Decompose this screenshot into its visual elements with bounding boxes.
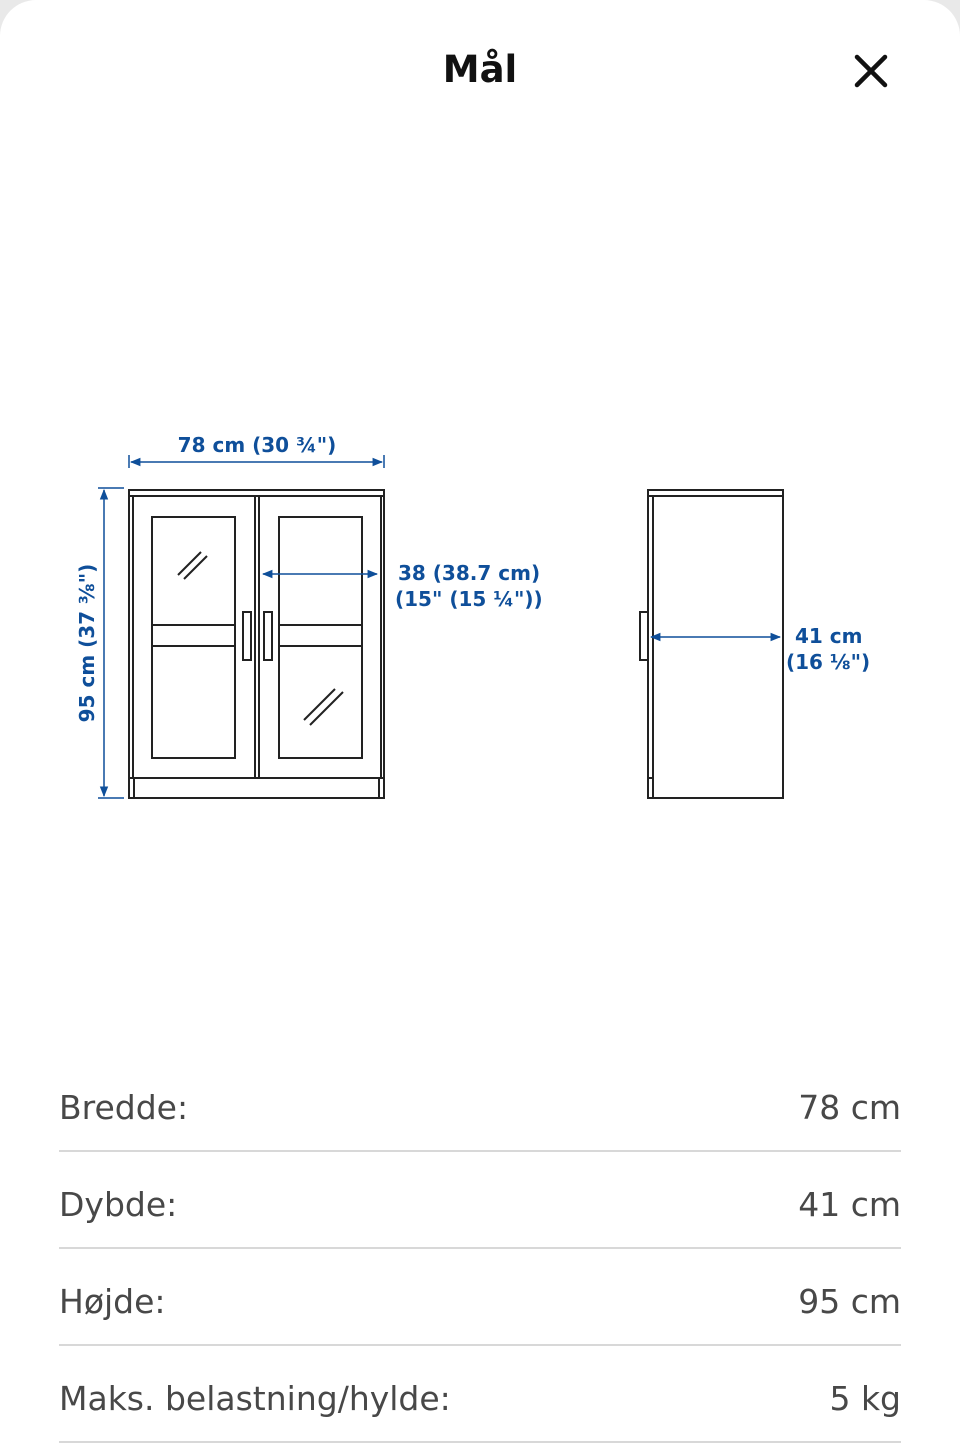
spec-row-depth — [59, 1152, 901, 1249]
width-dimension — [129, 433, 384, 468]
dimension-specs-list — [59, 1055, 901, 1443]
spec-value: 41 cm — [798, 1185, 901, 1224]
close-icon — [840, 40, 902, 102]
spec-label: Dybde: — [59, 1185, 178, 1224]
spec-value: 78 cm — [798, 1088, 901, 1127]
spec-value: 5 kg — [829, 1379, 901, 1418]
front-view-cabinet — [129, 490, 384, 798]
spec-row-max-load — [59, 1346, 901, 1443]
spec-value: 95 cm — [798, 1282, 901, 1321]
side-view-cabinet — [640, 490, 783, 798]
depth-label-line1: 41 cm — [795, 624, 863, 648]
depth-dimension — [651, 624, 870, 674]
depth-label-line2: (16 ⅛") — [786, 650, 871, 674]
door-width-label-line1: 38 (38.7 cm) — [398, 561, 541, 585]
spec-label: Maks. belastning/hylde: — [59, 1379, 451, 1418]
page-title: Mål — [442, 48, 518, 91]
door-width-label-line2: (15" (15 ¼")) — [395, 587, 543, 611]
spec-row-height — [59, 1249, 901, 1346]
door-width-dimension — [263, 561, 543, 611]
spec-label: Højde: — [59, 1282, 166, 1321]
height-dimension — [75, 488, 124, 798]
close-button[interactable] — [840, 40, 902, 102]
dimension-drawing — [0, 400, 960, 820]
spec-label: Bredde: — [59, 1088, 189, 1127]
spec-row-width — [59, 1055, 901, 1152]
height-label: 95 cm (37 ⅜") — [75, 563, 99, 723]
width-label: 78 cm (30 ¾") — [177, 433, 337, 457]
